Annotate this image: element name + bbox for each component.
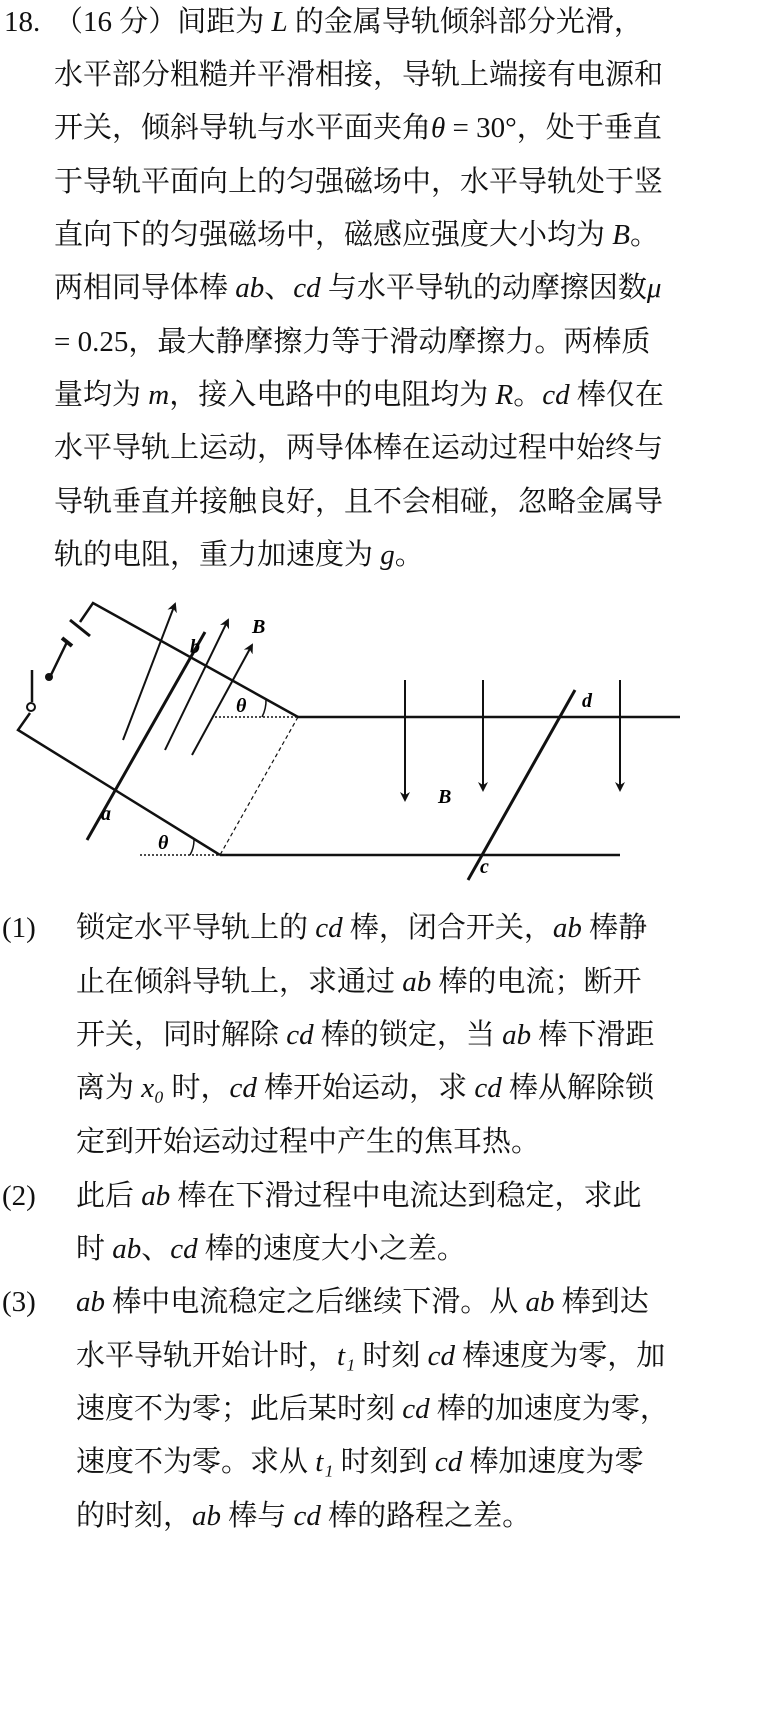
text-segment: 棒仅在 — [569, 379, 664, 411]
math-symbol: x₀ — [141, 1072, 165, 1104]
rod-cd — [468, 690, 575, 880]
text-segment: 量均为 — [54, 379, 149, 411]
angle-arc — [190, 840, 194, 855]
text-segment: 棒的速度大小之差。 — [197, 1233, 466, 1265]
text-segment: 时刻 — [355, 1340, 428, 1372]
text-line — [76, 1068, 654, 1108]
text-segment: （16 分）间距为 — [54, 6, 272, 38]
battery-plate-long — [70, 620, 90, 636]
text-segment: 棒静 — [581, 912, 648, 944]
text-segment: 。 — [629, 219, 659, 251]
text-segment: 速度不为零。求从 — [76, 1446, 316, 1478]
math-symbol: ab — [402, 966, 432, 998]
math-symbol: ab — [141, 1180, 171, 1212]
problem-number: 18. — [4, 6, 41, 38]
text-segment: 止在倾斜导轨上，求通过 — [76, 966, 403, 998]
text-segment: 的金属导轨倾斜部分光滑， — [287, 6, 643, 38]
text-segment: 棒与 — [221, 1500, 294, 1532]
math-symbol: ab — [235, 272, 265, 304]
text-line — [76, 908, 647, 948]
text-segment: 时， — [164, 1072, 230, 1104]
question-label: (1) — [2, 912, 36, 944]
question-label: (2) — [2, 1180, 36, 1212]
math-symbol: cd — [474, 1072, 502, 1104]
text-segment: 棒的路程之差。 — [320, 1500, 532, 1532]
text-segment: 棒的加速度为零， — [429, 1393, 669, 1425]
text-segment: 棒速度为零，加 — [455, 1340, 666, 1372]
text-segment: 水平部分粗糙并平滑相接，导轨上端接有电源和 — [54, 59, 664, 91]
math-symbol: ab — [192, 1500, 222, 1532]
text-line — [76, 1282, 649, 1322]
math-symbol: μ — [646, 272, 662, 304]
text-line — [76, 1389, 669, 1429]
math-symbol: ab — [76, 1286, 105, 1318]
circuit-diagram — [0, 590, 761, 890]
math-symbol: B — [612, 219, 630, 251]
text-line — [76, 1176, 642, 1216]
text-line — [54, 108, 662, 148]
text-segment: 的时刻， — [76, 1500, 193, 1532]
text-segment: 棒的电流；断开 — [431, 966, 642, 998]
text-segment: 棒的锁定，当 — [313, 1019, 503, 1051]
text-segment: 于导轨平面向上的匀强磁场中，水平导轨处于竖 — [54, 166, 664, 198]
math-symbol: t₁ — [337, 1340, 356, 1372]
text-segment: 两相同导体棒 — [54, 272, 236, 304]
text-line — [76, 1442, 644, 1482]
text-segment: 棒加速度为零 — [462, 1446, 644, 1478]
text-segment: 、 — [264, 272, 294, 304]
text-line — [76, 1336, 665, 1376]
text-line — [54, 2, 643, 42]
text-line — [76, 1496, 531, 1536]
label-B-horizontal: B — [438, 786, 452, 808]
text-line — [54, 482, 663, 522]
text-segment: 水平导轨开始计时， — [76, 1340, 338, 1372]
math-symbol: cd — [286, 1019, 314, 1051]
battery-terminal-dot — [45, 673, 53, 681]
math-symbol: cd — [315, 912, 343, 944]
text-line — [54, 215, 659, 255]
text-line — [54, 375, 664, 415]
label-c: c — [480, 856, 489, 878]
dashed-edge — [220, 717, 298, 855]
math-symbol: cd — [229, 1072, 257, 1104]
text-line — [76, 962, 642, 1002]
math-symbol: t₁ — [315, 1446, 334, 1478]
text-segment: 此后 — [76, 1180, 142, 1212]
math-symbol: ab — [552, 912, 582, 944]
math-symbol: cd — [293, 1500, 321, 1532]
text-line — [54, 428, 663, 468]
text-segment: = 30°，处于垂直 — [445, 112, 662, 144]
label-theta-top: θ — [236, 695, 247, 717]
text-segment: 。 — [394, 539, 424, 571]
text-segment: 导轨垂直并接触良好，且不会相碰，忽略金属导 — [54, 486, 664, 518]
text-segment: 与水平导轨的动摩擦因数 — [320, 272, 647, 304]
math-symbol: R — [495, 379, 514, 411]
text-line — [76, 1015, 654, 1055]
label-d: d — [582, 690, 592, 712]
text-segment: 棒开始运动，求 — [256, 1072, 475, 1104]
text-segment: 棒下滑距 — [531, 1019, 655, 1051]
math-symbol: g — [380, 539, 395, 571]
text-segment: 水平导轨上运动，两导体棒在运动过程中始终与 — [54, 432, 664, 464]
math-symbol: cd — [402, 1393, 430, 1425]
switch-pivot — [27, 703, 35, 711]
text-line — [54, 162, 663, 202]
math-symbol: cd — [434, 1446, 463, 1478]
math-symbol: ab — [502, 1019, 532, 1051]
text-segment: 轨的电阻，重力加速度为 — [54, 539, 381, 571]
text-segment: 速度不为零；此后某时刻 — [76, 1393, 403, 1425]
label-theta-bottom: θ — [158, 832, 169, 854]
math-symbol: θ — [431, 112, 446, 144]
text-segment: 棒从解除锁 — [501, 1072, 655, 1104]
text-line — [54, 535, 424, 575]
battery-wire — [50, 642, 67, 677]
text-line — [54, 268, 661, 308]
text-segment: 开关，倾斜导轨与水平面夹角 — [54, 112, 432, 144]
text-segment: 、 — [141, 1233, 171, 1265]
text-segment: = 0.25，最大静摩擦力等于滑动摩擦力。两棒质 — [54, 326, 651, 358]
text-segment: 离为 — [76, 1072, 142, 1104]
text-line — [54, 55, 663, 95]
question-label: (3) — [2, 1286, 36, 1318]
math-symbol: ab — [525, 1286, 555, 1318]
label-B-incline: B — [252, 616, 266, 638]
text-segment: 直向下的匀强磁场中，磁感应强度大小均为 — [54, 219, 613, 251]
text-segment: 定到开始运动过程中产生的焦耳热。 — [76, 1126, 541, 1158]
text-segment: 棒，闭合开关， — [342, 912, 553, 944]
text-segment: 开关，同时解除 — [76, 1019, 287, 1051]
text-segment: 棒在下滑过程中电流达到稳定，求此 — [170, 1180, 642, 1212]
text-segment: 时刻到 — [333, 1446, 435, 1478]
math-symbol: L — [271, 6, 288, 38]
text-line — [76, 1122, 540, 1162]
text-segment: 棒到达 — [554, 1286, 649, 1318]
text-segment: ，接入电路中的电阻均为 — [169, 379, 496, 411]
angle-arc — [262, 699, 266, 717]
text-segment: 时 — [76, 1233, 113, 1265]
math-symbol: cd — [542, 379, 570, 411]
label-a: a — [101, 803, 111, 825]
text-line — [54, 322, 650, 362]
math-symbol: m — [148, 379, 170, 411]
math-symbol: cd — [293, 272, 321, 304]
text-segment: 。 — [513, 379, 543, 411]
text-segment: 棒中电流稳定之后继续下滑。从 — [105, 1286, 526, 1318]
text-line — [76, 1229, 466, 1269]
math-symbol: cd — [170, 1233, 198, 1265]
label-b: b — [190, 636, 200, 658]
math-symbol: ab — [112, 1233, 142, 1265]
math-symbol: cd — [427, 1340, 456, 1372]
text-segment: 锁定水平导轨上的 — [76, 912, 316, 944]
